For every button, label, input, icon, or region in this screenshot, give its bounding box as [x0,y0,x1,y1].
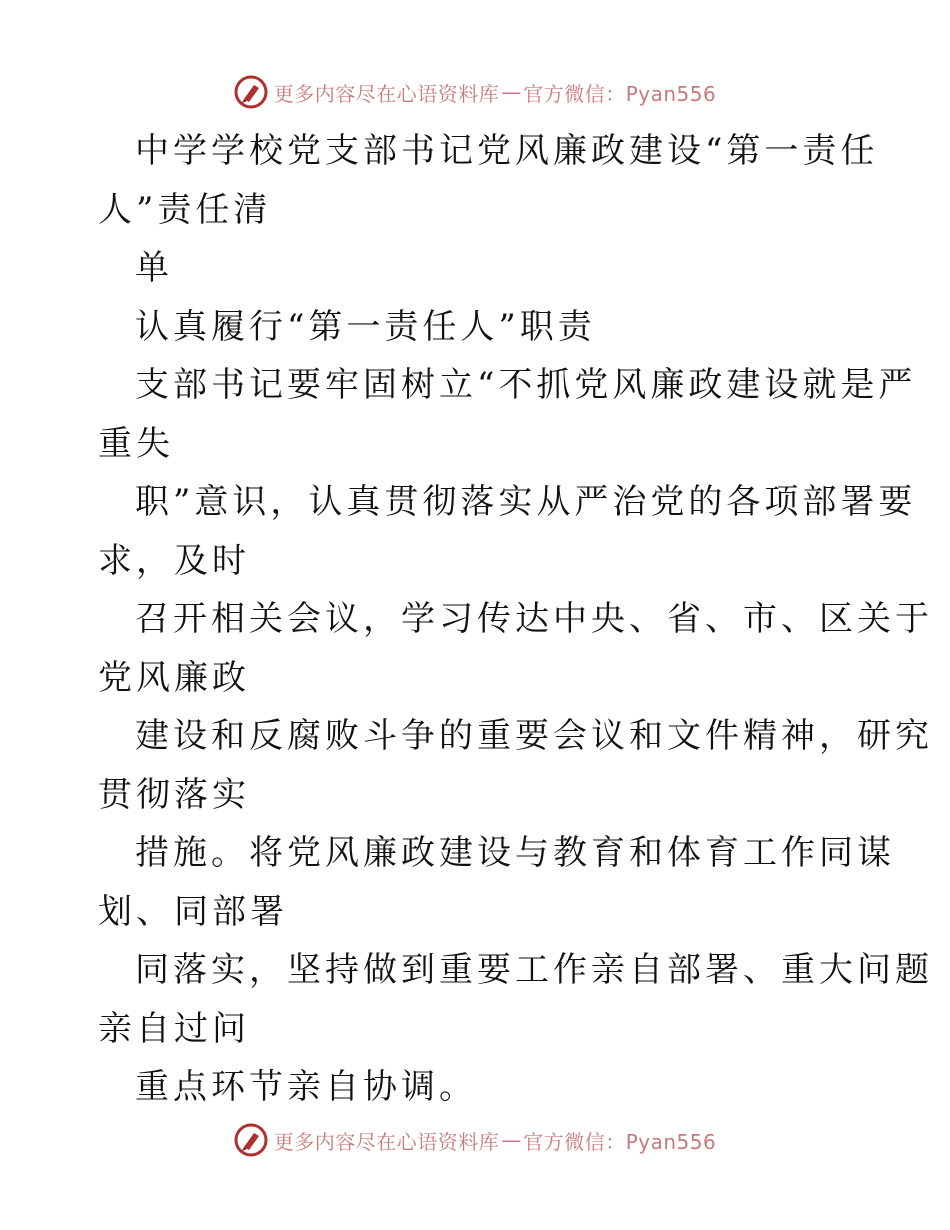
header-watermark [0,72,950,112]
pen-nib-logo-icon [234,75,268,109]
doc-line: 建设和反腐败斗争的重要会议和文件精神，研究 [135,716,933,756]
pen-nib-logo-icon [234,1123,268,1157]
doc-line: 重失 [98,423,174,464]
watermark-contact: 官方微信：Pyan556 [523,1129,717,1154]
watermark-contact: 官方微信：Pyan556 [523,81,717,106]
doc-line-title-1: 中学学校党支部书记党风廉政建设“第一责任 [135,131,879,171]
doc-line: 贯彻落实 [98,774,250,815]
doc-line: 支部书记要牢固树立“不抓党风廉政建设就是严 [135,365,917,405]
doc-line: 亲自过问 [98,1008,250,1049]
doc-line: 职”意识，认真贯彻落实从严治党的各项部署要 [135,482,917,522]
doc-line: 重点环节亲自协调。 [135,1067,477,1107]
doc-line-heading: 认真履行“第一责任人”职责 [135,306,596,347]
doc-line-title-3: 单 [135,248,173,288]
watermark-text: 更多内容尽在心语资料库 [273,81,500,106]
document-body [98,122,933,1117]
doc-line: 同落实，坚持做到重要工作亲自部署、重大问题 [135,950,933,990]
doc-line: 党风廉政 [98,657,250,698]
doc-line: 划、同部署 [98,891,288,932]
watermark-text: 更多内容尽在心语资料库 [273,1129,500,1154]
watermark-dash: — [501,1128,522,1152]
doc-line-title-2: 人”责任清 [98,189,272,230]
watermark-dash: — [501,80,522,104]
doc-line: 求，及时 [98,540,250,581]
doc-line: 召开相关会议，学习传达中央、省、市、区关于 [135,599,933,639]
footer-watermark [0,1120,950,1160]
doc-line: 措施。将党风廉政建设与教育和体育工作同谋 [135,833,895,873]
